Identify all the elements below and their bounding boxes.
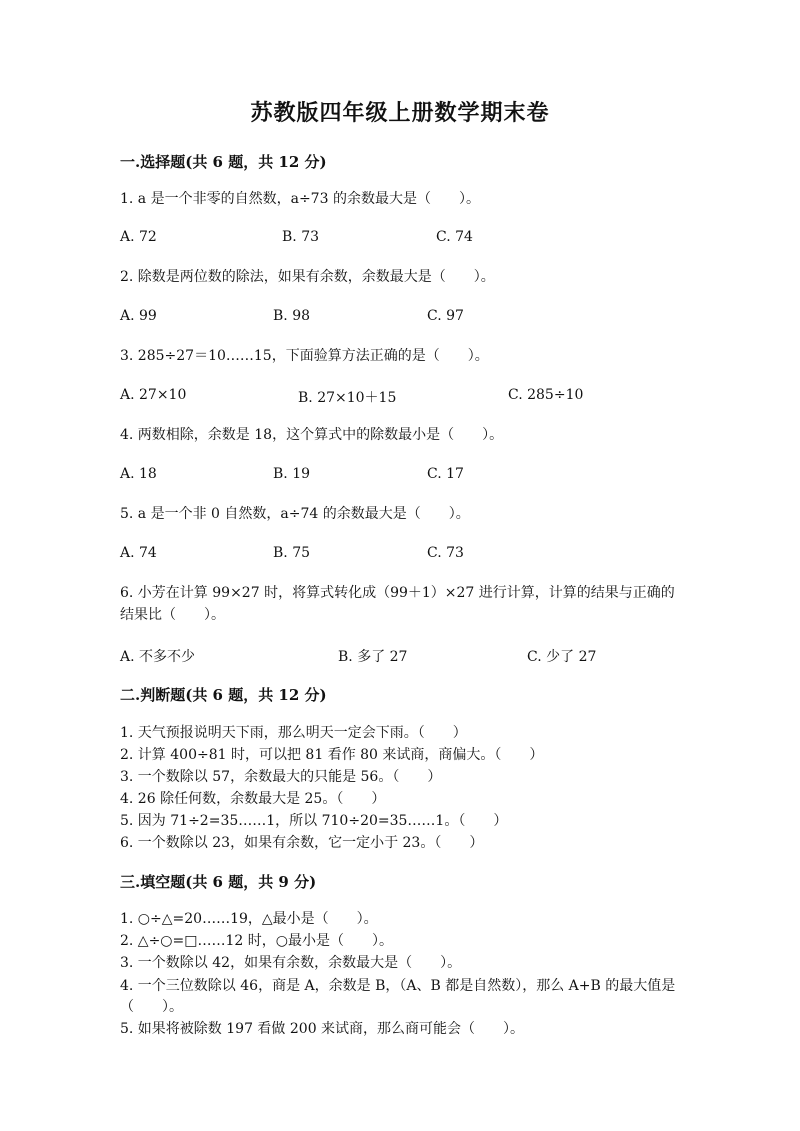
option-a: A. 74 (120, 545, 157, 561)
page-title: 苏教版四年级上册数学期末卷 (250, 100, 550, 126)
list-item: 6. 一个数除以 23，如果有余数，它一定小于 23。（ ） (120, 835, 484, 851)
list-item: 4. 26 除任何数，余数最大是 25。（ ） (120, 791, 386, 807)
option-a: A. 72 (120, 229, 157, 245)
option-c: C. 285÷10 (508, 387, 584, 403)
question-text: 1. a 是一个非零的自然数，a÷73 的余数最大是（ ）。 (120, 191, 480, 207)
question-text: 2. 除数是两位数的除法，如果有余数，余数最大是（ ）。 (120, 269, 495, 285)
list-item: 3. 一个数除以 57，余数最大的只能是 56。（ ） (120, 769, 442, 785)
list-item: 3. 一个数除以 42，如果有余数，余数最大是（ ）。 (120, 955, 462, 971)
section-heading-judgement: 二.判断题(共 6 题，共 12 分) (120, 686, 327, 704)
section-heading-choice: 一.选择题(共 6 题，共 12 分) (120, 153, 327, 171)
option-b: B. 98 (273, 308, 311, 324)
option-a: A. 18 (120, 466, 157, 482)
question-text: 4. 两数相除，余数是 18，这个算式中的除数最小是（ ）。 (120, 427, 504, 443)
section-heading-fill-blank: 三.填空题(共 6 题，共 9 分) (120, 873, 317, 891)
option-b: B. 多了 27 (338, 649, 408, 665)
question-text: 3. 285÷27＝10……15，下面验算方法正确的是（ ）。 (120, 348, 489, 364)
question-text: 5. a 是一个非 0 自然数，a÷74 的余数最大是（ ）。 (120, 506, 470, 522)
option-b: B. 75 (273, 545, 311, 561)
list-item: 2. △÷○=□……12 时，○最小是（ ）。 (120, 933, 393, 949)
option-b: B. 73 (282, 229, 320, 245)
list-item: 2. 计算 400÷81 时，可以把 81 看作 80 来试商，商偏大。（ ） (120, 747, 544, 763)
option-a: A. 27×10 (120, 387, 187, 403)
list-item: 1. 天气预报说明天下雨，那么明天一定会下雨。（ ） (120, 725, 467, 741)
option-b: B. 19 (273, 466, 311, 482)
list-item: 5. 如果将被除数 197 看做 200 来试商，那么商可能会（ ）。 (120, 1021, 525, 1037)
option-c: C. 73 (427, 545, 464, 561)
list-item: 1. ○÷△=20……19，△最小是（ ）。 (120, 911, 378, 927)
option-c: C. 97 (427, 308, 464, 324)
list-item: 4. 一个三位数除以 46，商是 A，余数是 B，（A、B 都是自然数），那么 A+B 的最大值是（ ）。 (120, 978, 676, 1015)
option-c: C. 少了 27 (527, 649, 597, 665)
option-a: A. 99 (120, 308, 157, 324)
option-c: C. 74 (436, 229, 473, 245)
question-text: 6. 小芳在计算 99×27 时，将算式转化成（99＋1）×27 进行计算，计算的结果与正确的结果比（ ）。 (120, 585, 675, 623)
option-c: C. 17 (427, 466, 464, 482)
list-item: 5. 因为 71÷2=35……1，所以 710÷20=35……1。（ ） (120, 813, 508, 829)
option-b: B. 27×10＋15 (298, 390, 397, 406)
option-a: A. 不多不少 (120, 649, 196, 665)
